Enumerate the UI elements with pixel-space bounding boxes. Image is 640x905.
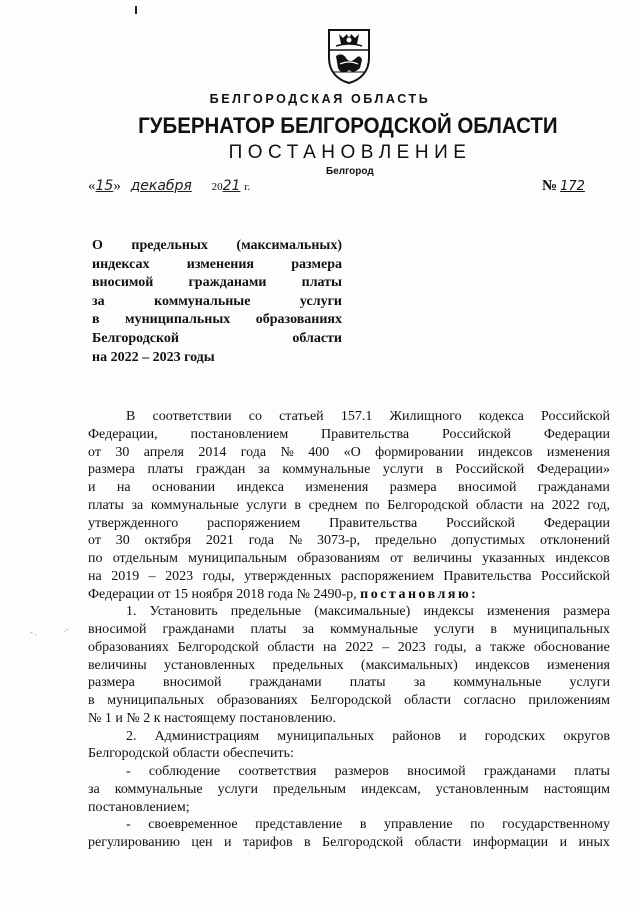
body-word: величины xyxy=(413,551,472,566)
body-word: соответствия xyxy=(238,764,317,779)
body-word: установленных xyxy=(163,657,256,673)
body-word: в xyxy=(294,497,301,513)
body-word: услуги xyxy=(246,497,287,513)
document-type-title: ПОСТАНОВЛЕНИЕ xyxy=(228,142,472,163)
body-word: гражданами xyxy=(483,764,556,779)
body-line xyxy=(88,834,610,852)
body-word: Федерации xyxy=(543,426,610,442)
body-word: Администрациям xyxy=(154,728,260,744)
body-word: также xyxy=(490,639,526,655)
body-word: гражданами xyxy=(249,675,322,691)
body-word: коммунальные xyxy=(282,462,371,478)
body-word: размера xyxy=(563,604,610,620)
subject-line: Белгородской области xyxy=(92,330,342,346)
body-word: индексов xyxy=(477,444,533,460)
body-word: образованиях xyxy=(88,639,169,655)
body-word: утвержденных xyxy=(244,568,332,584)
document-date xyxy=(88,178,250,195)
body-line xyxy=(88,532,610,550)
body-word: размера xyxy=(88,462,135,478)
body-word: за xyxy=(258,462,270,478)
body-word: Правительства xyxy=(321,426,410,442)
body-word: среднем xyxy=(308,497,358,513)
body-word: распоряжением xyxy=(207,515,301,531)
body-word: услуги xyxy=(433,622,475,637)
body-word: 1. xyxy=(126,604,137,620)
body-word: указанных xyxy=(482,551,546,566)
body-word: № xyxy=(280,444,294,460)
body-word: на xyxy=(88,568,102,584)
body-word: за xyxy=(413,675,426,691)
body-word: своевременное xyxy=(148,817,238,833)
body-word: государственному xyxy=(502,817,610,833)
body-line xyxy=(88,515,610,533)
body-line: № 1 и № 2 к настоящему постановлению. xyxy=(88,710,337,726)
body-word: год, xyxy=(587,497,610,513)
date-open-quote: « xyxy=(88,178,96,194)
body-word: размера xyxy=(389,480,437,495)
body-word: 2023 xyxy=(397,639,426,655)
body-word: области xyxy=(476,497,523,513)
body-word: статьей xyxy=(279,409,324,424)
body-word: Российской xyxy=(455,462,525,478)
body-word: Установить xyxy=(149,604,218,620)
body-line: постановлением; xyxy=(88,799,190,815)
margin-mark: - . xyxy=(30,628,37,637)
body-word: образованиях xyxy=(216,693,298,708)
body-word: индексы xyxy=(423,604,474,620)
body-word: индексов xyxy=(555,551,610,566)
body-word: Российской xyxy=(541,568,610,584)
body-word: а xyxy=(475,639,482,655)
body-word: коммунальные xyxy=(150,497,239,513)
body-word: формировании xyxy=(375,444,464,460)
body-line xyxy=(88,568,610,586)
body-line xyxy=(88,444,610,462)
body-line: Белгородской области обеспечить: xyxy=(88,746,294,762)
body-line xyxy=(88,479,610,497)
region-title: БЕЛГОРОДСКАЯ ОБЛАСТЬ xyxy=(209,92,431,106)
body-word: вносимой xyxy=(162,675,222,691)
body-line xyxy=(88,674,610,692)
subject-line: индексах изменения размера xyxy=(92,256,342,272)
body-word: Федерации» xyxy=(536,462,610,478)
body-word: образованиям xyxy=(297,551,380,566)
body-line xyxy=(88,816,610,834)
body-word: за xyxy=(88,781,100,797)
body-line-text: Федерации от 15 ноября 2018 года № 2490-р, xyxy=(88,586,357,602)
body-word: 2021 xyxy=(205,533,234,549)
body-word: на xyxy=(530,497,545,513)
subject-line: вносимой гражданами платы xyxy=(92,275,342,291)
date-year-prefix: 20 xyxy=(211,181,223,193)
body-word: 2014 xyxy=(198,444,227,460)
subject-line: на 2022 – 2023 годы xyxy=(92,349,215,365)
body-word: платы xyxy=(147,462,184,478)
body-word: допустимых xyxy=(451,533,526,549)
date-day: 15 xyxy=(95,178,114,194)
body-word: 30 xyxy=(115,533,130,549)
body-word: апреля xyxy=(143,444,184,460)
body-word: иных xyxy=(578,835,610,850)
body-word: Жилищного xyxy=(389,409,462,424)
body-line xyxy=(88,603,610,621)
body-word: – xyxy=(382,639,390,655)
body-word: Правительства xyxy=(329,515,418,531)
body-word: представление xyxy=(255,817,343,833)
body-word: от xyxy=(390,551,404,566)
body-word: «О xyxy=(343,444,361,460)
body-word: изменения xyxy=(546,657,610,673)
number-prefix: № xyxy=(542,178,558,194)
coat-of-arms-emblem-icon xyxy=(326,28,372,84)
body-word: и xyxy=(559,835,568,850)
body-word: в xyxy=(435,462,443,478)
body-word: постановлением xyxy=(190,426,289,442)
body-word: 2022 xyxy=(551,497,580,513)
body-word: изменения xyxy=(305,480,369,495)
body-word: согласно xyxy=(463,693,516,708)
body-word: установленным xyxy=(435,781,529,797)
body-word: Белгородской xyxy=(387,497,469,513)
body-word: в xyxy=(490,622,497,637)
body-word: размера xyxy=(88,675,135,691)
body-word: на xyxy=(322,639,337,655)
body-word: в xyxy=(359,817,367,833)
body-word: области xyxy=(414,835,462,850)
body-word: вносимой xyxy=(457,480,517,495)
body-word: Российской xyxy=(541,409,610,424)
body-word: и xyxy=(223,835,232,850)
body-word: Федерации, xyxy=(88,426,158,442)
subject-line: в муниципальных образованиях xyxy=(92,312,342,328)
body-line xyxy=(88,657,610,675)
body-word: в xyxy=(303,835,311,850)
body-word: вносимой xyxy=(407,764,466,779)
body-word: на xyxy=(116,480,131,495)
body-word: обоснование xyxy=(533,639,610,655)
body-word: Белгородской xyxy=(310,693,392,708)
document-body xyxy=(88,408,610,852)
body-word: коммунальные xyxy=(114,781,203,797)
subject-line: за коммунальные услуги xyxy=(92,293,342,309)
date-year-suffix: 21 xyxy=(222,178,241,194)
body-word: года xyxy=(240,444,267,460)
body-word: муниципальным xyxy=(188,551,287,566)
body-word: – xyxy=(148,568,156,584)
body-word: 157.1 xyxy=(340,409,373,424)
body-line xyxy=(88,408,610,426)
body-word: предельно xyxy=(374,533,437,549)
body-word: величины xyxy=(88,657,147,673)
body-word: утвержденного xyxy=(88,515,179,531)
body-word: индексам, xyxy=(360,781,421,797)
body-word: от xyxy=(88,444,101,460)
body-word: муниципальных xyxy=(107,693,205,708)
margin-mark: .- xyxy=(64,625,69,634)
body-word: годы, xyxy=(202,568,235,584)
body-word: распоряжением xyxy=(340,568,434,584)
body-word: Российской xyxy=(442,426,511,442)
governor-title: ГУБЕРНАТОР БЕЛГОРОДСКОЙ ОБЛАСТИ xyxy=(138,113,558,138)
body-word: за xyxy=(131,497,144,513)
body-word: 2019 xyxy=(111,568,140,584)
body-word: Белгородской xyxy=(322,835,404,850)
body-line xyxy=(88,426,610,444)
body-word: услуги xyxy=(217,781,259,797)
date-year-unit: г. xyxy=(244,181,251,193)
body-word: кодекса xyxy=(478,409,524,424)
body-line xyxy=(88,550,610,568)
body-word: по xyxy=(365,497,380,513)
body-word: и xyxy=(459,728,467,744)
body-word: 400 xyxy=(308,444,330,460)
body-word: услуги xyxy=(382,462,424,478)
body-word: округов xyxy=(563,728,610,744)
body-word: граждан xyxy=(195,462,246,478)
body-word: тарифов xyxy=(242,835,293,850)
body-word: платы xyxy=(349,675,386,691)
body-word: отдельным xyxy=(112,551,178,566)
body-word: отклонений xyxy=(539,533,610,549)
body-word: услуги xyxy=(569,675,610,691)
body-word: 2023 xyxy=(165,568,194,584)
body-word: гражданами xyxy=(162,622,235,637)
document-number xyxy=(542,178,585,195)
number-value: 172 xyxy=(560,179,585,194)
body-word: платы xyxy=(88,497,124,513)
body-word: октября xyxy=(144,533,192,549)
body-word: соблюдение xyxy=(148,764,221,779)
body-word: 2. xyxy=(126,728,137,744)
body-word: управление xyxy=(384,817,453,833)
body-line xyxy=(88,692,610,710)
body-word: Российской xyxy=(446,515,516,531)
body-line xyxy=(88,621,610,639)
body-word: года xyxy=(248,533,275,549)
body-word: основании xyxy=(152,480,216,495)
body-word: № xyxy=(288,533,303,549)
body-line xyxy=(88,461,610,479)
body-word: районов xyxy=(392,728,442,744)
body-line xyxy=(88,781,610,799)
body-word: за xyxy=(302,622,315,637)
body-word: соответствии xyxy=(152,409,232,424)
body-word: в xyxy=(88,693,95,708)
body-word: гражданами xyxy=(537,480,610,495)
date-month: декабря xyxy=(130,178,192,194)
body-word: (максимальных) xyxy=(360,657,458,673)
body-line xyxy=(88,586,610,604)
body-word: (максимальные) xyxy=(314,604,411,620)
scan-artifact xyxy=(135,6,137,14)
body-word: по xyxy=(88,551,103,566)
body-word: 30 xyxy=(115,444,130,460)
body-word: информации xyxy=(472,835,549,850)
body-word: городских xyxy=(484,728,546,744)
body-word: индекса xyxy=(236,480,284,495)
body-line xyxy=(88,497,610,515)
body-word: области xyxy=(267,639,315,655)
body-word: В xyxy=(126,409,136,424)
body-word: и xyxy=(88,480,96,495)
document-subject xyxy=(92,237,342,367)
body-word: Правительства xyxy=(443,568,532,584)
body-word: платы xyxy=(574,764,610,779)
body-word: предельным xyxy=(273,781,346,797)
body-word: муниципальных xyxy=(512,622,610,637)
body-word: изменения xyxy=(546,444,610,460)
body-word: Федерации xyxy=(543,515,610,531)
body-line xyxy=(88,763,610,781)
body-word: - xyxy=(126,764,131,779)
body-word: муниципальных xyxy=(277,728,375,744)
city-label: Белгород xyxy=(326,166,374,177)
body-word: от xyxy=(88,533,101,549)
subject-line: О предельных (максимальных) xyxy=(92,238,342,253)
body-word: коммунальные xyxy=(330,622,418,637)
body-word: области xyxy=(404,693,451,708)
body-line xyxy=(88,639,610,657)
body-word: 3073-р, xyxy=(316,533,361,549)
body-word: по xyxy=(470,817,485,833)
body-line xyxy=(88,728,610,746)
body-word: вносимой xyxy=(88,622,147,637)
body-word: Белгородской xyxy=(177,639,259,655)
body-word: платы xyxy=(250,622,287,637)
resolve-word: постановляю: xyxy=(360,586,479,602)
body-word: индексов xyxy=(475,657,530,673)
body-word: изменения xyxy=(486,604,550,620)
body-word: предельные xyxy=(230,604,302,620)
body-word: - xyxy=(126,817,131,833)
body-word: регулированию xyxy=(88,835,180,850)
body-word: приложениям xyxy=(528,693,610,708)
body-word: со xyxy=(248,409,262,424)
body-word: настоящим xyxy=(543,781,610,797)
body-word: коммунальные xyxy=(453,675,542,691)
body-word: цен xyxy=(191,835,213,850)
date-close-quote: » xyxy=(113,178,121,194)
body-word: предельных xyxy=(272,657,344,673)
body-word: годы, xyxy=(434,639,467,655)
body-word: 2022 xyxy=(345,639,374,655)
body-word: размеров xyxy=(334,764,389,779)
